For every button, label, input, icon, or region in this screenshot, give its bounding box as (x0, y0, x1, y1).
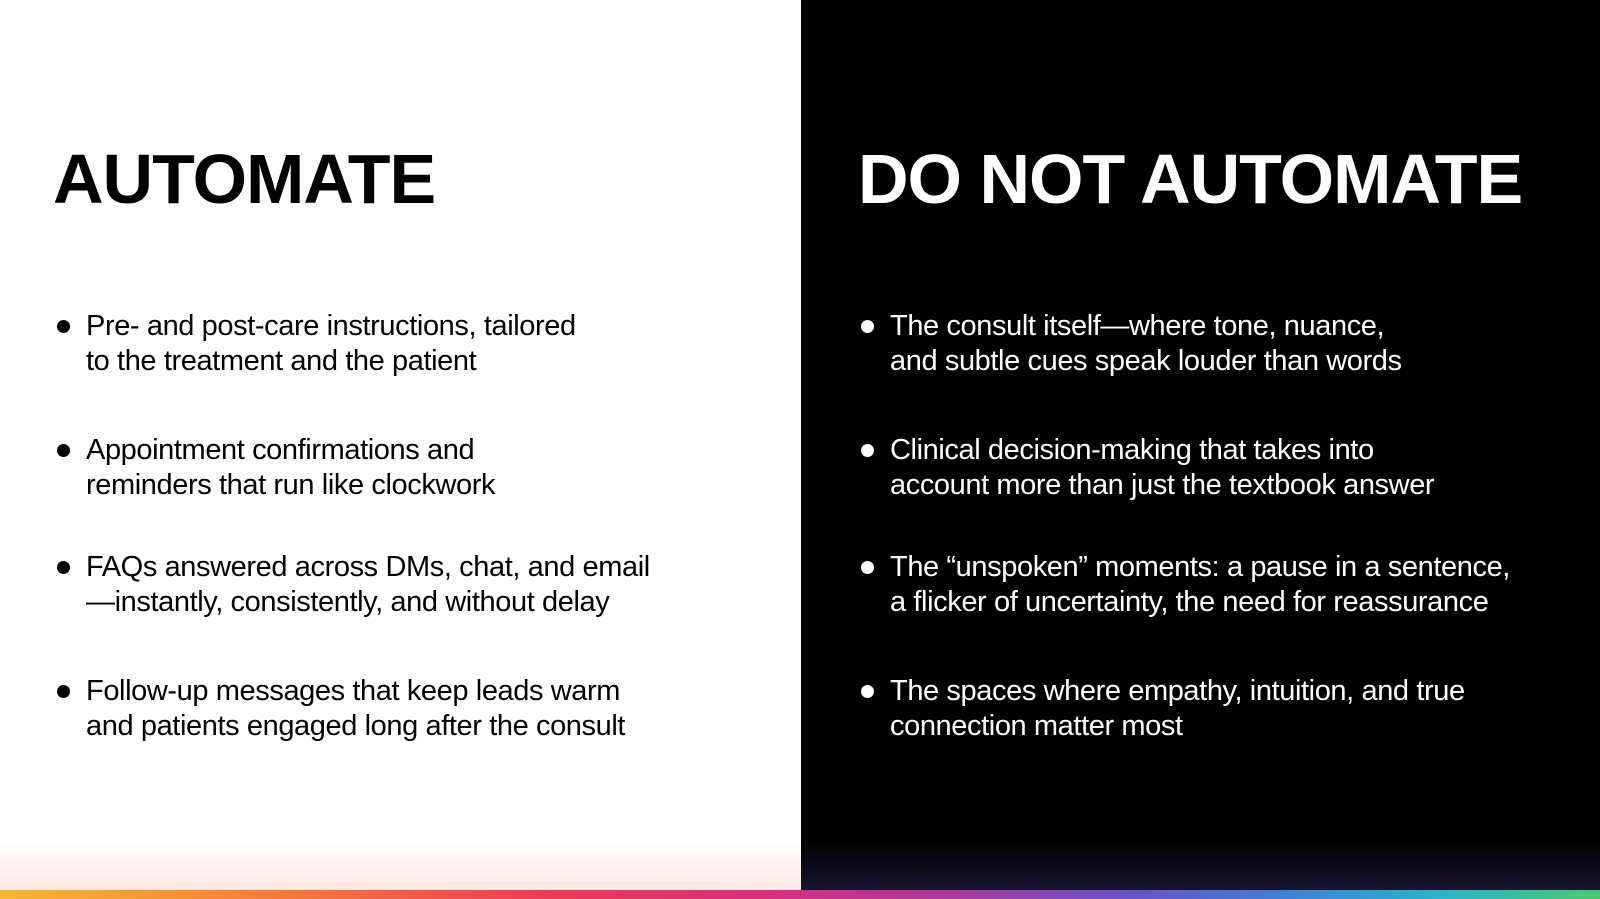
list-item-line: Appointment confirmations and (86, 434, 475, 466)
list-item (890, 433, 1434, 503)
list-item-line: and subtle cues speak louder than words (890, 345, 1402, 377)
list-item-line: a flicker of uncertainty, the need for reassurance (890, 586, 1489, 618)
list-item-line: connection matter most (890, 710, 1183, 742)
automate-heading: AUTOMATE (53, 140, 436, 218)
list-item-line: —instantly, consistently, and without delay (86, 586, 610, 618)
list-item-line: The “unspoken” moments: a pause in a sentence, (890, 551, 1510, 583)
list-item (86, 674, 625, 744)
list-item-line: Clinical decision-making that takes into (890, 434, 1374, 466)
list-item-line: account more than just the textbook answer (890, 469, 1435, 501)
list-item-line: FAQs answered across DMs, chat, and email (86, 551, 650, 583)
list-item (890, 309, 1402, 379)
list-item-line: Pre- and post-care instructions, tailored (86, 310, 576, 342)
list-item-line: The consult itself—where tone, nuance, (890, 310, 1385, 342)
list-item (890, 550, 1510, 620)
bullet-dot-icon (861, 561, 874, 574)
bullet-dot-icon (861, 444, 874, 457)
do-not-automate-heading: DO NOT AUTOMATE (858, 140, 1523, 218)
list-item (86, 433, 495, 503)
list-item-line: The spaces where empathy, intuition, and true (890, 675, 1465, 707)
list-item (86, 550, 650, 620)
list-item-line: to the treatment and the patient (86, 345, 477, 377)
list-item-line: and patients engaged long after the consult (86, 710, 626, 742)
rainbow-accent-bar (0, 890, 1600, 899)
bullet-dot-icon (57, 561, 70, 574)
bullet-dot-icon (57, 685, 70, 698)
list-item (86, 309, 576, 379)
list-item-line: reminders that run like clockwork (86, 469, 496, 501)
do-not-automate-panel (801, 0, 1600, 899)
list-item-line: Follow-up messages that keep leads warm (86, 675, 621, 707)
bullet-dot-icon (861, 685, 874, 698)
bullet-dot-icon (861, 320, 874, 333)
bullet-dot-icon (57, 320, 70, 333)
bullet-dot-icon (57, 444, 70, 457)
list-item (890, 674, 1465, 744)
